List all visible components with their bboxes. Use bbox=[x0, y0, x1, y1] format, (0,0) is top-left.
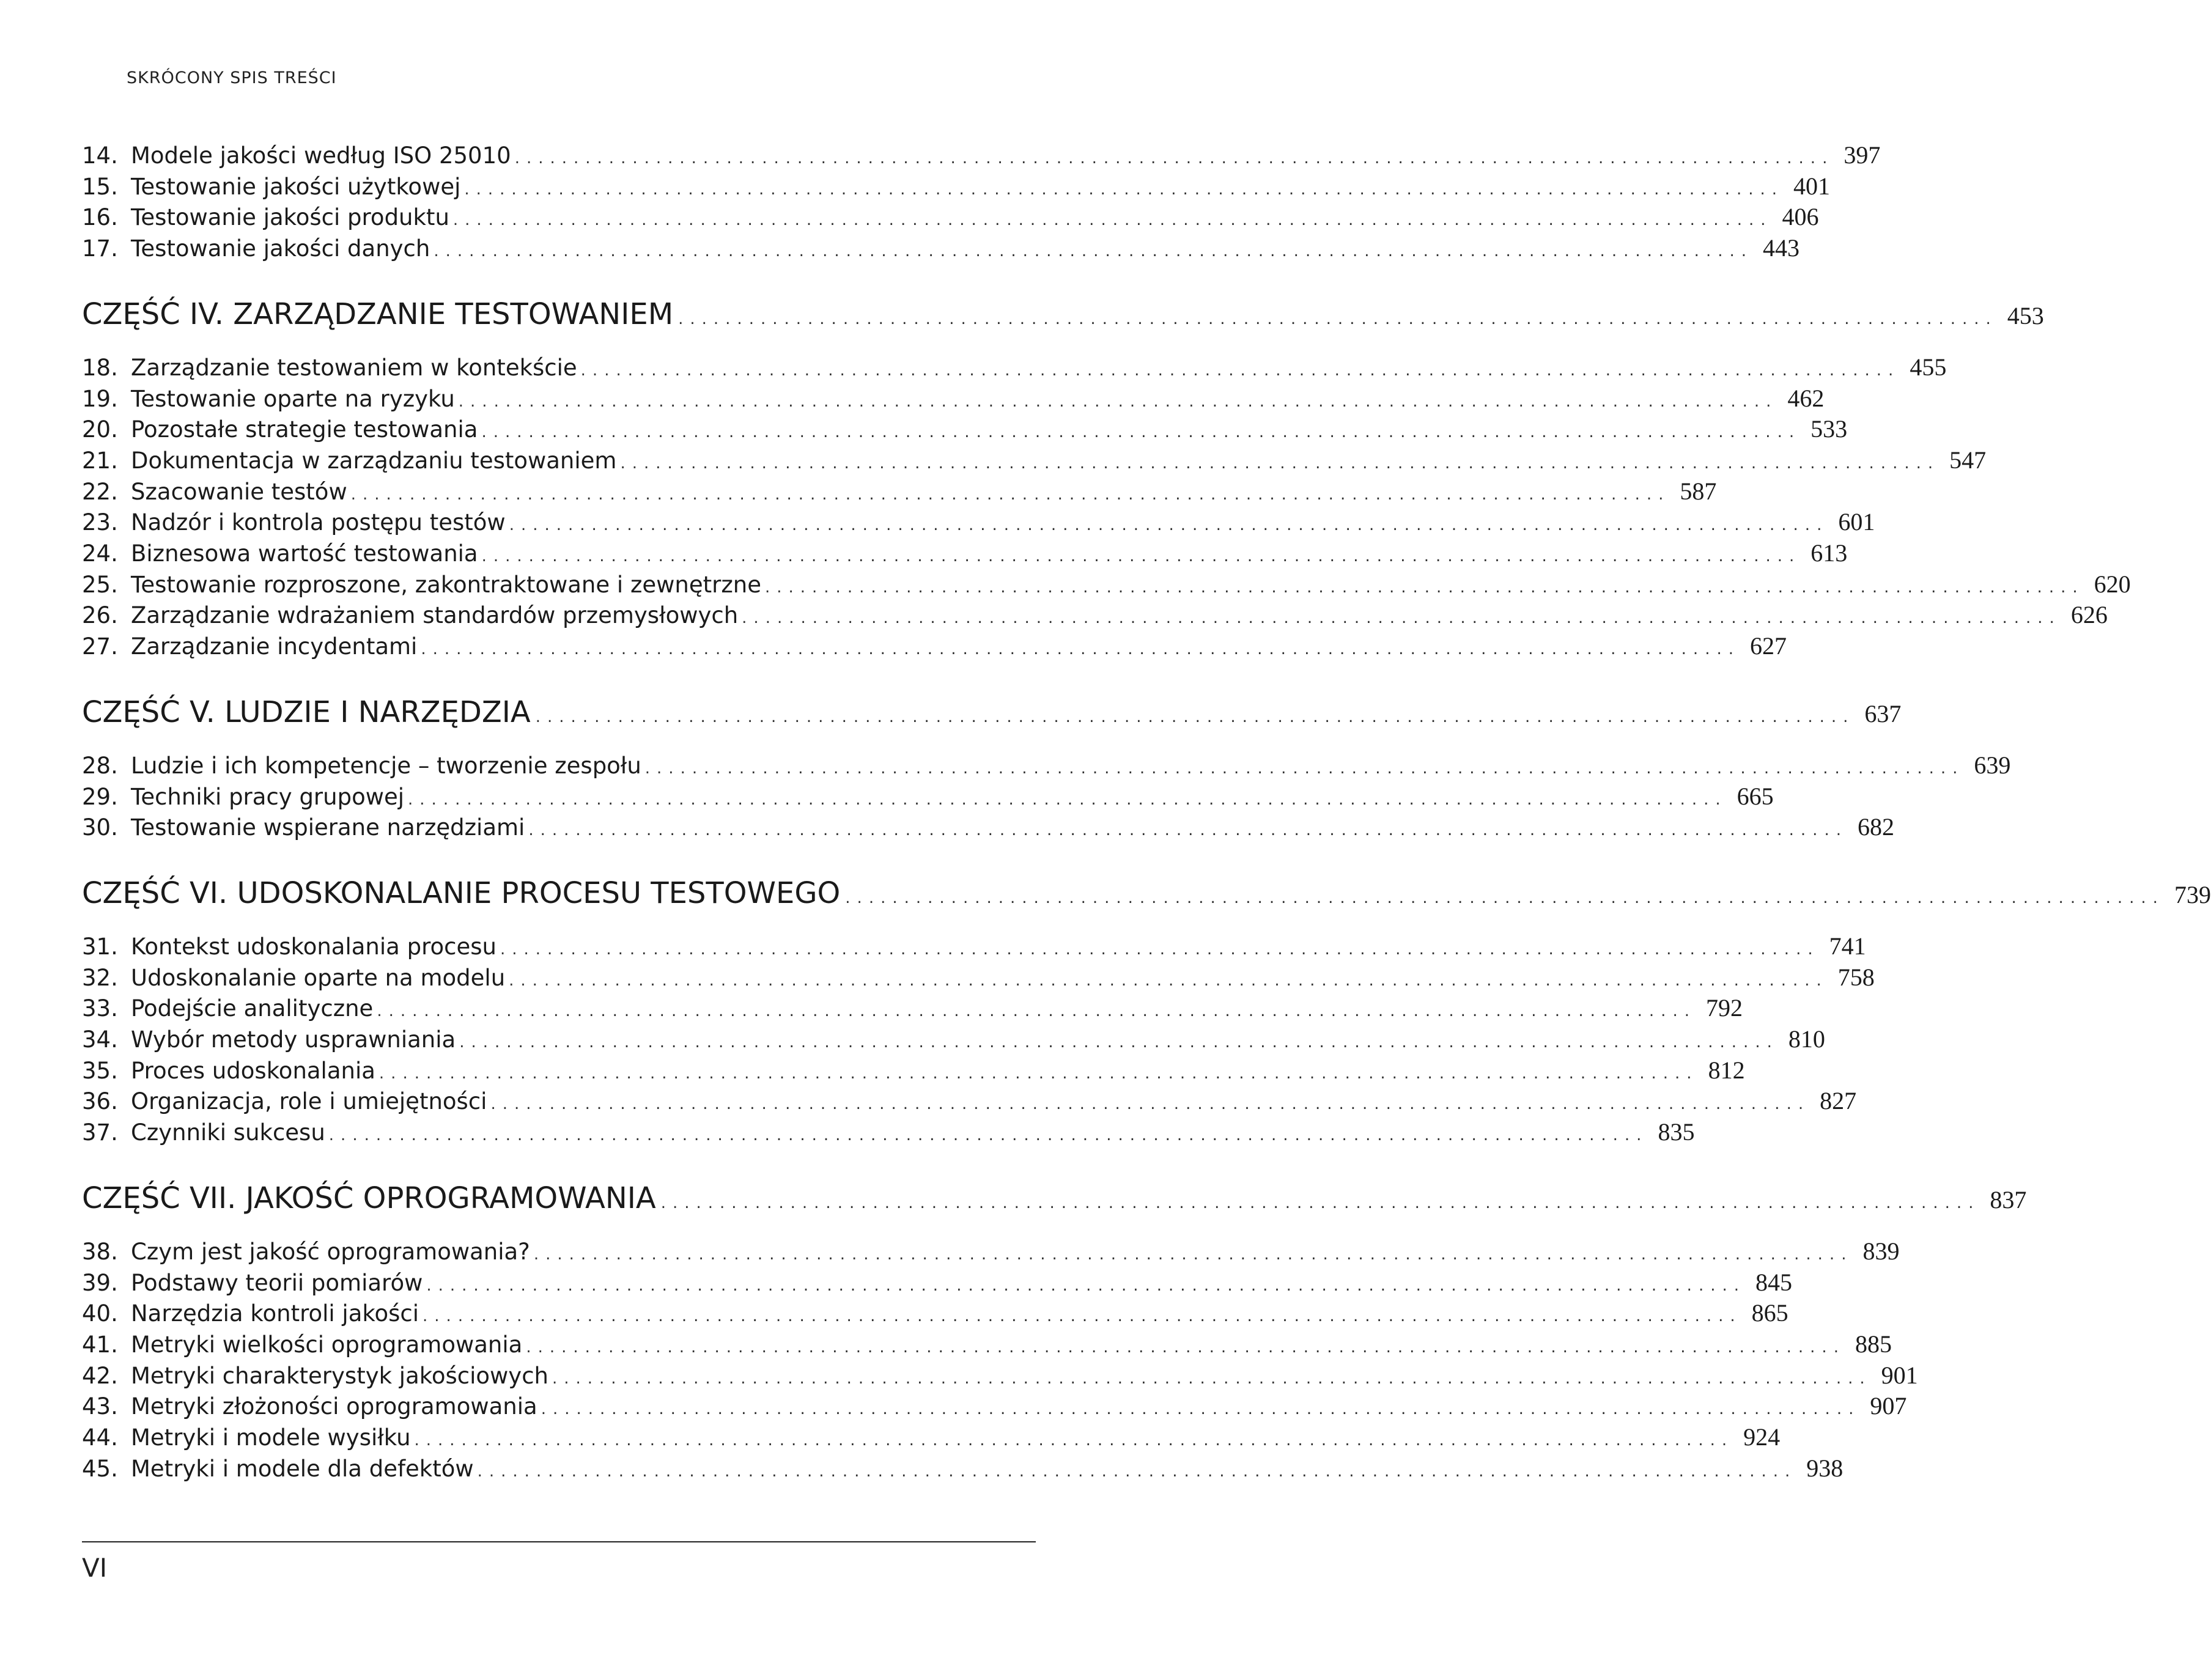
chapter-number: 33. bbox=[82, 995, 118, 1022]
dot-leader: ................................................................................................................ bbox=[845, 888, 2165, 907]
dot-leader: ................................................................................................................ bbox=[434, 242, 1753, 261]
chapter-number: 22. bbox=[82, 478, 118, 505]
chapter-title: Zarządzanie incydentami bbox=[131, 633, 418, 660]
dot-leader: ................................................................................................................ bbox=[490, 1095, 1811, 1114]
chapter-number: 43. bbox=[82, 1393, 118, 1420]
dot-leader: ................................................................................................................ bbox=[414, 1431, 1734, 1450]
toc-entry bbox=[82, 383, 1825, 414]
chapter-page-number: 620 bbox=[2094, 570, 2131, 598]
chapter-page-number: 810 bbox=[1788, 1025, 1825, 1053]
toc-entry bbox=[82, 171, 1831, 202]
chapter-number: 15. bbox=[82, 173, 118, 200]
part-page-number: 453 bbox=[2007, 301, 2044, 330]
toc-entry bbox=[82, 811, 1894, 843]
dot-leader: ................................................................................................................ bbox=[481, 547, 1801, 566]
chapter-title: Modele jakości według ISO 25010 bbox=[131, 142, 511, 169]
chapter-number: 28. bbox=[82, 752, 118, 779]
chapter-page-number: 792 bbox=[1705, 994, 1743, 1022]
chapter-page-number: 885 bbox=[1855, 1330, 1892, 1358]
page-folio: VI bbox=[82, 1553, 108, 1583]
chapter-title: Organizacja, role i umiejętności bbox=[131, 1088, 487, 1115]
part-title: CZĘŚĆ IV. ZARZĄDZANIE TESTOWANIEM bbox=[82, 297, 674, 331]
chapter-page-number: 682 bbox=[1857, 813, 1894, 841]
dot-leader: ................................................................................................................ bbox=[426, 1276, 1746, 1295]
dot-leader: ................................................................................................................ bbox=[678, 309, 1998, 328]
dot-leader: ................................................................................................................ bbox=[350, 485, 1670, 504]
dot-leader: ................................................................................................................ bbox=[500, 940, 1820, 959]
chapter-number: 14. bbox=[82, 142, 118, 169]
chapter-page-number: 839 bbox=[1862, 1237, 1900, 1265]
footer-rule bbox=[82, 1541, 1036, 1542]
part-heading bbox=[82, 691, 1902, 734]
toc-entry bbox=[82, 750, 2011, 781]
toc-entry bbox=[82, 444, 1987, 476]
toc-entry bbox=[82, 352, 1947, 383]
toc-entry bbox=[82, 1116, 1695, 1148]
dot-leader: ................................................................................................................ bbox=[459, 1033, 1779, 1052]
chapter-page-number: 812 bbox=[1708, 1056, 1745, 1084]
chapter-title: Metryki wielkości oprogramowania bbox=[131, 1331, 523, 1358]
chapter-page-number: 401 bbox=[1793, 172, 1831, 200]
dot-leader: ................................................................................................................ bbox=[328, 1126, 1648, 1145]
chapter-page-number: 901 bbox=[1881, 1361, 1918, 1389]
dot-leader: ................................................................................................................ bbox=[452, 211, 1773, 230]
chapter-title: Metryki i modele dla defektów bbox=[131, 1455, 474, 1482]
toc-entry bbox=[82, 1421, 1781, 1453]
chapter-number: 35. bbox=[82, 1057, 118, 1084]
chapter-title: Testowanie rozproszone, zakontraktowane i zewnętrzne bbox=[131, 571, 761, 598]
chapter-title: Czynniki sukcesu bbox=[131, 1119, 325, 1146]
chapter-page-number: 924 bbox=[1743, 1423, 1781, 1451]
chapter-page-number: 639 bbox=[1974, 751, 2011, 779]
chapter-number: 24. bbox=[82, 540, 118, 567]
chapter-number: 17. bbox=[82, 235, 118, 262]
toc-entry bbox=[82, 962, 1875, 993]
toc-entry bbox=[82, 630, 1787, 662]
toc-entry bbox=[82, 1328, 1892, 1360]
chapter-title: Dokumentacja w zarządzaniu testowaniem bbox=[131, 447, 617, 474]
chapter-title: Czym jest jakość oprogramowania? bbox=[131, 1238, 530, 1265]
toc-entry bbox=[82, 232, 1799, 264]
chapter-number: 38. bbox=[82, 1238, 118, 1265]
part-page-number: 837 bbox=[1990, 1185, 2027, 1214]
toc-entry bbox=[82, 413, 1848, 445]
toc-entry bbox=[82, 1267, 1792, 1299]
dot-leader: ................................................................................................................ bbox=[477, 1462, 1797, 1481]
chapter-page-number: 758 bbox=[1837, 963, 1875, 991]
chapter-title: Testowanie wspierane narzędziami bbox=[131, 814, 525, 841]
toc-entry bbox=[82, 569, 2131, 600]
chapter-number: 31. bbox=[82, 933, 118, 960]
toc-entry bbox=[82, 992, 1743, 1024]
chapter-page-number: 443 bbox=[1763, 234, 1799, 262]
chapter-title: Techniki pracy grupowej bbox=[131, 783, 405, 810]
toc-entry bbox=[82, 1055, 1745, 1086]
chapter-number: 21. bbox=[82, 447, 118, 474]
chapter-number: 40. bbox=[82, 1300, 118, 1327]
toc-entry bbox=[82, 1453, 1844, 1484]
dot-leader: ................................................................................................................ bbox=[533, 1245, 1853, 1264]
chapter-page-number: 827 bbox=[1820, 1087, 1857, 1115]
chapter-number: 25. bbox=[82, 571, 118, 598]
chapter-title: Wybór metody usprawniania bbox=[131, 1026, 456, 1053]
chapter-title: Testowanie jakości produktu bbox=[131, 204, 449, 231]
part-title: CZĘŚĆ VII. JAKOŚĆ OPROGRAMOWANIA bbox=[82, 1181, 656, 1215]
dot-leader: ................................................................................................................ bbox=[423, 1307, 1742, 1326]
dot-leader: ................................................................................................................ bbox=[620, 454, 1940, 473]
chapter-page-number: 865 bbox=[1751, 1299, 1788, 1327]
running-head: SKRÓCONY SPIS TREŚCI bbox=[127, 68, 337, 87]
chapter-page-number: 533 bbox=[1811, 415, 1848, 443]
dot-leader: ................................................................................................................ bbox=[580, 361, 1900, 380]
dot-leader: ................................................................................................................ bbox=[528, 821, 1848, 840]
chapter-number: 26. bbox=[82, 602, 118, 629]
chapter-page-number: 626 bbox=[2070, 601, 2108, 629]
chapter-number: 39. bbox=[82, 1269, 118, 1296]
chapter-number: 29. bbox=[82, 783, 118, 810]
dot-leader: ................................................................................................................ bbox=[464, 180, 1784, 199]
dot-leader: ................................................................................................................ bbox=[526, 1338, 1845, 1357]
chapter-page-number: 547 bbox=[1949, 446, 1987, 474]
chapter-page-number: 455 bbox=[1910, 353, 1947, 381]
chapter-number: 45. bbox=[82, 1455, 118, 1482]
chapter-number: 19. bbox=[82, 385, 118, 412]
chapter-number: 34. bbox=[82, 1026, 118, 1053]
dot-leader: ................................................................................................................ bbox=[458, 392, 1778, 411]
chapter-number: 30. bbox=[82, 814, 118, 841]
chapter-number: 27. bbox=[82, 633, 118, 660]
chapter-title: Metryki i modele wysiłku bbox=[131, 1424, 411, 1451]
chapter-title: Zarządzanie testowaniem w kontekście bbox=[131, 354, 577, 381]
dot-leader: ................................................................................................................ bbox=[378, 1064, 1699, 1083]
dot-leader: ................................................................................................................ bbox=[541, 1400, 1861, 1419]
chapter-page-number: 835 bbox=[1658, 1118, 1695, 1146]
chapter-title: Testowanie oparte na ryzyku bbox=[131, 385, 455, 412]
dot-leader: ................................................................................................................ bbox=[408, 790, 1727, 809]
toc-entry bbox=[82, 1023, 1825, 1055]
chapter-title: Metryki charakterystyk jakościowych bbox=[131, 1362, 548, 1389]
part-title: CZĘŚĆ VI. UDOSKONALANIE PROCESU TESTOWEGO bbox=[82, 875, 841, 910]
chapter-title: Ludzie i ich kompetencje – tworzenie zespołu bbox=[131, 752, 641, 779]
toc-entry bbox=[82, 1390, 1907, 1422]
chapter-page-number: 613 bbox=[1811, 539, 1848, 567]
part-page-number: 637 bbox=[1864, 699, 1902, 728]
chapter-page-number: 587 bbox=[1680, 477, 1717, 505]
chapter-title: Narzędzia kontroli jakości bbox=[131, 1300, 419, 1327]
chapter-page-number: 462 bbox=[1787, 384, 1825, 412]
chapter-number: 44. bbox=[82, 1424, 118, 1451]
chapter-title: Proces udoskonalania bbox=[131, 1057, 375, 1084]
dot-leader: ................................................................................................................ bbox=[481, 423, 1801, 442]
chapter-page-number: 601 bbox=[1838, 508, 1875, 536]
chapter-number: 20. bbox=[82, 416, 118, 443]
chapter-title: Podstawy teorii pomiarów bbox=[131, 1269, 423, 1296]
dot-leader: ................................................................................................................ bbox=[644, 759, 1965, 778]
chapter-page-number: 907 bbox=[1870, 1392, 1907, 1420]
part-title: CZĘŚĆ V. LUDZIE I NARZĘDZIA bbox=[82, 694, 531, 729]
dot-leader: ................................................................................................................ bbox=[660, 1193, 1980, 1212]
toc-entry bbox=[82, 1297, 1788, 1329]
dot-leader: ................................................................................................................ bbox=[764, 578, 2084, 597]
part-heading bbox=[82, 1177, 2027, 1220]
chapter-title: Pozostałe strategie testowania bbox=[131, 416, 478, 443]
dot-leader: ................................................................................................................ bbox=[509, 971, 1828, 990]
chapter-number: 32. bbox=[82, 964, 118, 991]
toc-entry bbox=[82, 1236, 1900, 1267]
toc-entry bbox=[82, 930, 1866, 962]
dot-leader: ................................................................................................................ bbox=[509, 516, 1829, 535]
dot-leader: ................................................................................................................ bbox=[742, 609, 2061, 628]
toc-entry bbox=[82, 476, 1717, 507]
dot-leader: ................................................................................................................ bbox=[552, 1369, 1872, 1388]
chapter-title: Biznesowa wartość testowania bbox=[131, 540, 478, 567]
toc-entry bbox=[82, 201, 1819, 233]
part-heading bbox=[82, 872, 2211, 915]
chapter-number: 16. bbox=[82, 204, 118, 231]
toc-entry bbox=[82, 1085, 1857, 1117]
toc-entry bbox=[82, 506, 1875, 538]
part-heading bbox=[82, 293, 2044, 336]
dot-leader: ................................................................................................................ bbox=[377, 1002, 1696, 1021]
chapter-number: 42. bbox=[82, 1362, 118, 1389]
chapter-number: 37. bbox=[82, 1119, 118, 1146]
chapter-title: Podejście analityczne bbox=[131, 995, 374, 1022]
chapter-title: Kontekst udoskonalania procesu bbox=[131, 933, 496, 960]
chapter-number: 23. bbox=[82, 509, 118, 536]
chapter-page-number: 397 bbox=[1844, 141, 1881, 169]
chapter-number: 41. bbox=[82, 1331, 118, 1358]
dot-leader: ................................................................................................................ bbox=[535, 707, 1855, 726]
chapter-number: 36. bbox=[82, 1088, 118, 1115]
part-page-number: 739 bbox=[2174, 880, 2211, 908]
chapter-title: Metryki złożoności oprogramowania bbox=[131, 1393, 537, 1420]
dot-leader: ................................................................................................................ bbox=[421, 640, 1740, 659]
chapter-title: Zarządzanie wdrażaniem standardów przemysłowych bbox=[131, 602, 739, 629]
chapter-title: Szacowanie testów bbox=[131, 478, 347, 505]
chapter-page-number: 406 bbox=[1782, 203, 1819, 231]
dot-leader: ................................................................................................................ bbox=[514, 149, 1834, 168]
chapter-page-number: 627 bbox=[1749, 632, 1787, 660]
chapter-page-number: 741 bbox=[1829, 932, 1866, 960]
chapter-title: Udoskonalanie oparte na modelu bbox=[131, 964, 506, 991]
toc-entry bbox=[82, 599, 2108, 631]
chapter-title: Testowanie jakości danych bbox=[131, 235, 430, 262]
chapter-title: Testowanie jakości użytkowej bbox=[131, 173, 461, 200]
toc-entry bbox=[82, 1360, 1918, 1391]
chapter-title: Nadzór i kontrola postępu testów bbox=[131, 509, 506, 536]
chapter-page-number: 665 bbox=[1737, 782, 1774, 810]
chapter-number: 18. bbox=[82, 354, 118, 381]
chapter-page-number: 938 bbox=[1806, 1454, 1844, 1482]
toc-entry bbox=[82, 537, 1848, 569]
chapter-page-number: 845 bbox=[1755, 1268, 1792, 1296]
toc-entry bbox=[82, 781, 1774, 812]
toc-entry bbox=[82, 139, 1881, 171]
